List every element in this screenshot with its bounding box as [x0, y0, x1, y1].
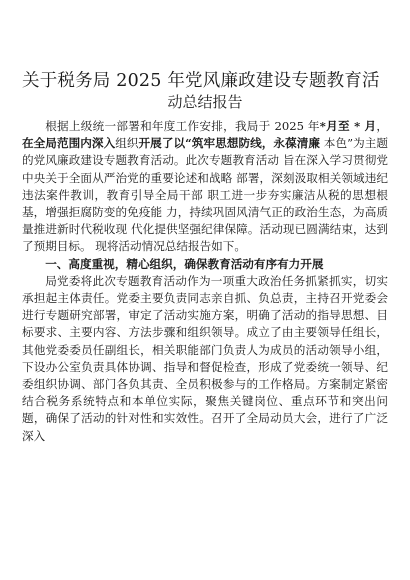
- intro-date-range: *月至 * 月: [319, 119, 377, 133]
- intro-scope: 在全局范围内深入: [22, 136, 116, 151]
- intro-theme: 开展了以“筑牢思想防线，永葆清廉: [138, 136, 321, 151]
- intro-text-2: ，: [376, 119, 388, 133]
- document-title: 关于税务局 2025 年党风廉政建设专题教育活: [22, 71, 380, 91]
- intro-text-4: 本色”为主题的党风廉政建设专题教育活动。此次专题教育活动 旨在深入学习贯彻党中央关于全面从严治党的重要论述和战略 部署，深刻汲取相关领域违纪违法案件教训，教育引导全局干部 职工进一步夯实廉洁从税的思想根基，增强拒腐防变的免疫能 力，持续巩固风清气正的政治生态，为高质量推进新时代税收现 代化提供坚强纪律保障。活动现已圆满结束，达到了预期目标。 现将活动情况总结报告如下。: [22, 136, 388, 254]
- intro-paragraph: [22, 118, 388, 256]
- intro-text-3: 组织: [115, 136, 139, 151]
- document-subtitle: 动总结报告: [167, 93, 243, 111]
- intro-text-1: 根据上级统一部署和年度工作安排，我局于 2025 年: [45, 119, 320, 133]
- section-1-paragraph: 局党委将此次专题教育活动作为一项重大政治任务抓紧抓实，切实承担起主体责任。党委主要负责同志亲自抓、负总责，主持召开党委会进行专题研究部署，审定了活动实施方案，明确了活动的指导思想、目标要求、主要内容、方法步骤和组织领导。成立了由主要领导任组长，其他党委委员任副组长，相关职能部门负责人为成员的活动领导小组，下设办公室负责具体协调、指导和督促检查，形成了党委统一领导、纪委组织协调、部门各负其责、全员积极参与的工作格局。方案制定紧密结合税务系统特点和本单位实际，聚焦关键岗位、重点环节和突出问题，确保了活动的针对性和实效性。召开了全局动员大会，进行了广泛深入: [22, 273, 388, 443]
- section-1-heading: 一、高度重视，精心组织，确保教育活动有序有力开展: [45, 256, 324, 271]
